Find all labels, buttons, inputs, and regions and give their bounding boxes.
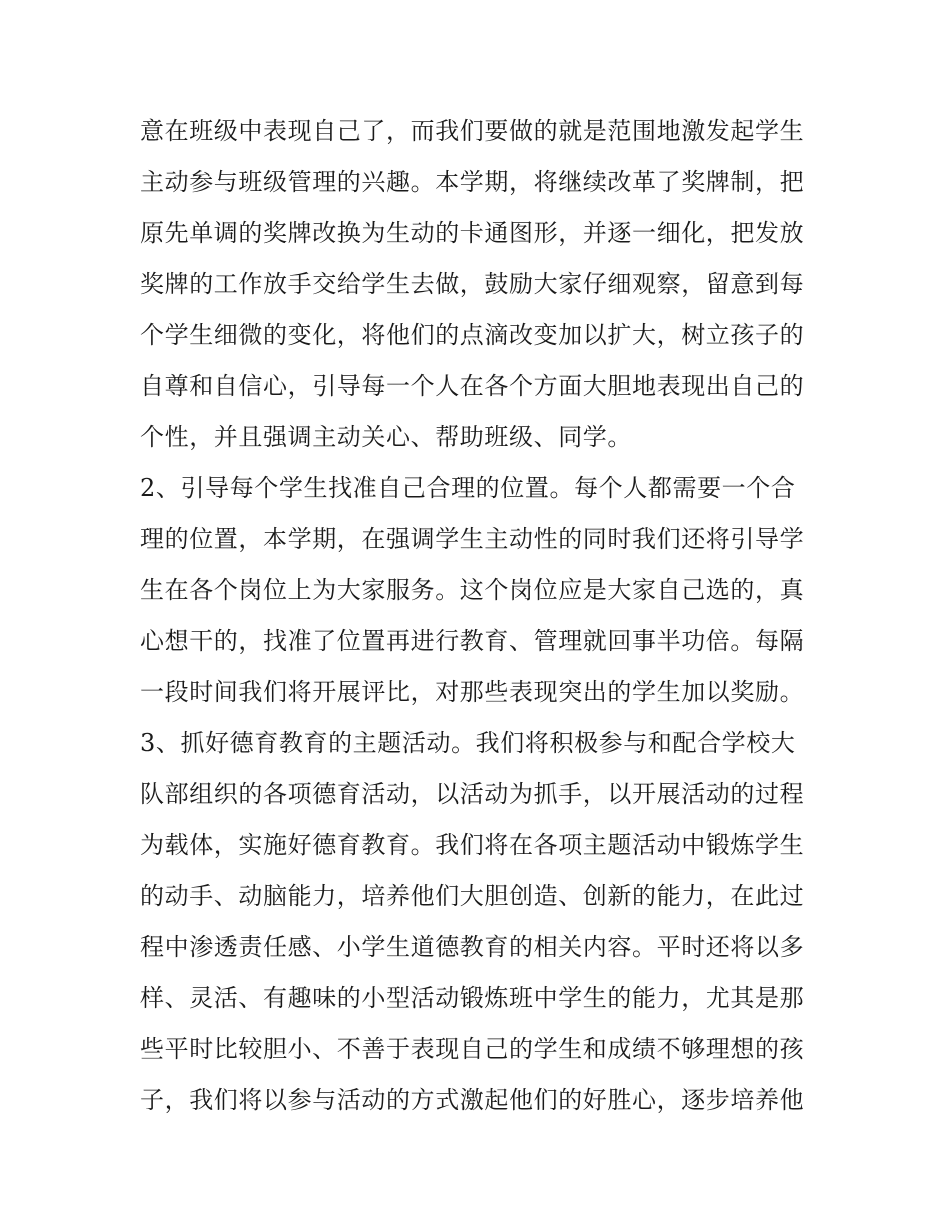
text-line: 原先单调的奖牌改换为生动的卡通图形，并逐一细化，把发放 xyxy=(140,219,805,247)
document-body xyxy=(140,106,820,1126)
text-line: 自尊和自信心，引导每一个人在各个方面大胆地表现出自己的 xyxy=(140,372,805,400)
text-line: 样、灵活、有趣味的小型活动锻炼班中学生的能力，尤其是那 xyxy=(140,984,805,1012)
text-line: 心想干的，找准了位置再进行教育、管理就回事半功倍。每隔 xyxy=(140,627,805,655)
text-line: 生在各个岗位上为大家服务。这个岗位应是大家自己选的，真 xyxy=(140,576,805,604)
text-line: 意在班级中表现自己了，而我们要做的就是范围地激发起学生 xyxy=(140,117,805,145)
text-line: 队部组织的各项德育活动，以活动为抓手，以开展活动的过程 xyxy=(140,780,805,808)
text-line: 2、引导每个学生找准自己合理的位置。每个人都需要一个合 xyxy=(140,474,796,502)
text-line: 个学生细微的变化，将他们的点滴改变加以扩大，树立孩子的 xyxy=(140,321,805,349)
text-line: 为载体，实施好德育教育。我们将在各项主题活动中锻炼学生 xyxy=(140,831,805,859)
text-line: 一段时间我们将开展评比，对那些表现突出的学生加以奖励。 xyxy=(140,678,805,706)
text-line: 程中渗透责任感、小学生道德教育的相关内容。平时还将以多 xyxy=(140,933,805,961)
text-line: 的动手、动脑能力，培养他们大胆创造、创新的能力，在此过 xyxy=(140,882,805,910)
text-line: 个性，并且强调主动关心、帮助班级、同学。 xyxy=(140,423,632,451)
text-line: 奖牌的工作放手交给学生去做，鼓励大家仔细观察，留意到每 xyxy=(140,270,805,298)
text-line: 子，我们将以参与活动的方式激起他们的好胜心，逐步培养他 xyxy=(140,1086,805,1114)
text-line: 主动参与班级管理的兴趣。本学期，将继续改革了奖牌制，把 xyxy=(140,168,805,196)
text-line: 些平时比较胆小、不善于表现自己的学生和成绩不够理想的孩 xyxy=(140,1035,805,1063)
text-line: 3、抓好德育教育的主题活动。我们将积极参与和配合学校大 xyxy=(140,729,796,757)
text-line: 理的位置，本学期，在强调学生主动性的同时我们还将引导学 xyxy=(140,525,805,553)
